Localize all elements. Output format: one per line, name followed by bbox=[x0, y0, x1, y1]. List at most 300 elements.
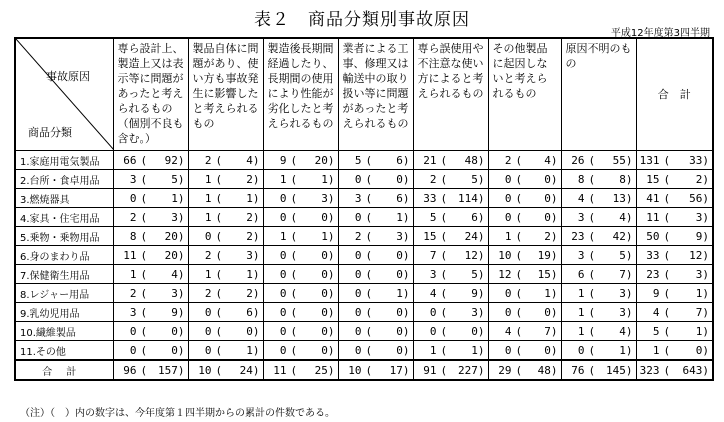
count-cell bbox=[488, 151, 561, 170]
close-paren: ) bbox=[477, 343, 485, 357]
cumulative-count: 5 bbox=[471, 267, 478, 281]
count-cell bbox=[561, 284, 636, 303]
cumulative-count: 0 bbox=[321, 248, 328, 262]
cumulative-count: 3 bbox=[171, 210, 178, 224]
count-cell bbox=[338, 189, 413, 208]
count-cell bbox=[113, 189, 188, 208]
quarter-count: 10 bbox=[498, 248, 512, 262]
quarter-count: 0 bbox=[354, 286, 362, 300]
quarter-count: 9 bbox=[652, 286, 660, 300]
quarter-count: 0 bbox=[504, 343, 512, 357]
quarter-count: 8 bbox=[129, 229, 137, 243]
count-cell bbox=[188, 284, 263, 303]
cumulative-count: 4 bbox=[171, 267, 178, 281]
cumulative-count: 157 bbox=[158, 363, 178, 377]
column-header: 専ら誤使用や不注意な使い方によると考えられるもの bbox=[413, 38, 488, 151]
close-paren: ) bbox=[252, 210, 260, 224]
open-paren: ( bbox=[290, 343, 298, 357]
open-paren: ( bbox=[215, 248, 223, 262]
open-paren: ( bbox=[140, 324, 148, 338]
close-paren: ) bbox=[550, 248, 558, 262]
quarter-count: 2 bbox=[354, 229, 362, 243]
open-paren: ( bbox=[588, 343, 596, 357]
count-cell bbox=[636, 170, 713, 189]
category-label: 合計 bbox=[15, 360, 113, 380]
cumulative-count: 2 bbox=[246, 229, 253, 243]
quarter-count: 2 bbox=[204, 153, 212, 167]
period-label: 平成12年度第3四半期 bbox=[610, 28, 710, 39]
quarter-count: 1 bbox=[204, 172, 212, 186]
open-paren: ( bbox=[140, 153, 148, 167]
open-paren: ( bbox=[588, 363, 596, 377]
open-paren: ( bbox=[515, 153, 523, 167]
quarter-count: 6 bbox=[577, 267, 585, 281]
open-paren: ( bbox=[215, 153, 223, 167]
open-paren: ( bbox=[663, 305, 671, 319]
open-paren: ( bbox=[663, 324, 671, 338]
quarter-count: 4 bbox=[429, 286, 437, 300]
count-cell bbox=[113, 246, 188, 265]
close-paren: ) bbox=[252, 248, 260, 262]
cumulative-count: 55 bbox=[612, 153, 626, 167]
count-cell bbox=[263, 265, 338, 284]
open-paren: ( bbox=[663, 229, 671, 243]
cumulative-count: 33 bbox=[689, 153, 703, 167]
quarter-count: 3 bbox=[429, 267, 437, 281]
close-paren: ) bbox=[550, 210, 558, 224]
count-cell bbox=[561, 151, 636, 170]
close-paren: ) bbox=[402, 363, 410, 377]
cumulative-count: 5 bbox=[619, 248, 626, 262]
close-paren: ) bbox=[402, 305, 410, 319]
open-paren: ( bbox=[215, 343, 223, 357]
quarter-count: 2 bbox=[204, 248, 212, 262]
quarter-count: 0 bbox=[279, 191, 287, 205]
quarter-count: 1 bbox=[204, 210, 212, 224]
close-paren: ) bbox=[177, 343, 185, 357]
close-paren: ) bbox=[252, 324, 260, 338]
count-cell bbox=[188, 265, 263, 284]
count-cell bbox=[338, 265, 413, 284]
close-paren: ) bbox=[477, 229, 485, 243]
count-cell bbox=[113, 322, 188, 341]
close-paren: ) bbox=[327, 229, 335, 243]
close-paren: ) bbox=[402, 267, 410, 281]
close-paren: ) bbox=[477, 248, 485, 262]
open-paren: ( bbox=[290, 153, 298, 167]
open-paren: ( bbox=[140, 229, 148, 243]
quarter-count: 1 bbox=[279, 172, 287, 186]
open-paren: ( bbox=[515, 267, 523, 281]
count-cell bbox=[561, 303, 636, 322]
open-paren: ( bbox=[365, 267, 373, 281]
cumulative-count: 0 bbox=[544, 210, 551, 224]
category-label: 4.家具・住宅用品 bbox=[15, 208, 113, 227]
count-cell bbox=[561, 246, 636, 265]
cumulative-count: 1 bbox=[171, 191, 178, 205]
close-paren: ) bbox=[702, 363, 709, 377]
open-paren: ( bbox=[290, 267, 298, 281]
close-paren: ) bbox=[252, 286, 260, 300]
cumulative-count: 3 bbox=[471, 305, 478, 319]
table-row bbox=[15, 246, 713, 265]
count-cell bbox=[488, 208, 561, 227]
open-paren: ( bbox=[588, 210, 596, 224]
cumulative-count: 1 bbox=[619, 343, 626, 357]
cumulative-count: 20 bbox=[164, 248, 178, 262]
open-paren: ( bbox=[440, 363, 448, 377]
cumulative-count: 5 bbox=[471, 172, 478, 186]
open-paren: ( bbox=[663, 267, 671, 281]
open-paren: ( bbox=[365, 248, 373, 262]
total-row bbox=[15, 360, 713, 380]
open-paren: ( bbox=[365, 363, 373, 377]
close-paren: ) bbox=[252, 267, 260, 281]
corner-cause-label: 事故原因 bbox=[46, 70, 90, 83]
quarter-count: 1 bbox=[577, 324, 585, 338]
close-paren: ) bbox=[327, 172, 335, 186]
open-paren: ( bbox=[215, 286, 223, 300]
quarter-count: 5 bbox=[354, 153, 362, 167]
cumulative-count: 5 bbox=[171, 172, 178, 186]
cumulative-count: 3 bbox=[321, 191, 328, 205]
cumulative-count: 25 bbox=[314, 363, 328, 377]
category-label: 10.繊維製品 bbox=[15, 322, 113, 341]
open-paren: ( bbox=[440, 248, 448, 262]
close-paren: ) bbox=[550, 153, 558, 167]
cumulative-count: 0 bbox=[246, 324, 253, 338]
cumulative-count: 0 bbox=[321, 286, 328, 300]
close-paren: ) bbox=[550, 172, 558, 186]
cumulative-count: 2 bbox=[544, 229, 551, 243]
open-paren: ( bbox=[140, 172, 148, 186]
cumulative-count: 3 bbox=[695, 267, 703, 281]
cumulative-count: 0 bbox=[544, 172, 551, 186]
cumulative-count: 114 bbox=[458, 191, 478, 205]
close-paren: ) bbox=[402, 210, 410, 224]
open-paren: ( bbox=[515, 172, 523, 186]
close-paren: ) bbox=[402, 191, 410, 205]
cumulative-count: 0 bbox=[396, 305, 403, 319]
cumulative-count: 19 bbox=[537, 248, 551, 262]
cumulative-count: 12 bbox=[689, 248, 703, 262]
quarter-count: 15 bbox=[423, 229, 437, 243]
cumulative-count: 3 bbox=[619, 305, 626, 319]
cumulative-count: 0 bbox=[396, 172, 403, 186]
count-cell bbox=[338, 246, 413, 265]
open-paren: ( bbox=[365, 343, 373, 357]
open-paren: ( bbox=[588, 324, 596, 338]
open-paren: ( bbox=[588, 305, 596, 319]
quarter-count: 1 bbox=[129, 267, 137, 281]
open-paren: ( bbox=[215, 172, 223, 186]
count-cell bbox=[636, 265, 713, 284]
open-paren: ( bbox=[365, 172, 373, 186]
cumulative-count: 1 bbox=[396, 286, 403, 300]
quarter-count: 0 bbox=[279, 305, 287, 319]
quarter-count: 0 bbox=[354, 210, 362, 224]
count-cell bbox=[488, 284, 561, 303]
cumulative-count: 0 bbox=[544, 191, 551, 205]
close-paren: ) bbox=[625, 191, 633, 205]
close-paren: ) bbox=[402, 324, 410, 338]
open-paren: ( bbox=[515, 324, 523, 338]
count-cell bbox=[413, 303, 488, 322]
count-cell bbox=[338, 151, 413, 170]
quarter-count: 1 bbox=[204, 191, 212, 205]
close-paren: ) bbox=[177, 191, 185, 205]
quarter-count: 4 bbox=[504, 324, 512, 338]
close-paren: ) bbox=[177, 363, 185, 377]
cumulative-count: 1 bbox=[321, 172, 328, 186]
close-paren: ) bbox=[625, 153, 633, 167]
close-paren: ) bbox=[477, 267, 485, 281]
open-paren: ( bbox=[663, 363, 671, 377]
close-paren: ) bbox=[327, 343, 335, 357]
count-cell bbox=[561, 208, 636, 227]
open-paren: ( bbox=[215, 305, 223, 319]
cumulative-count: 48 bbox=[464, 153, 478, 167]
open-paren: ( bbox=[588, 267, 596, 281]
column-header: その他製品に起因しないと考えられるもの bbox=[488, 38, 561, 151]
quarter-count: 1 bbox=[577, 305, 585, 319]
cumulative-count: 3 bbox=[246, 248, 253, 262]
open-paren: ( bbox=[290, 363, 298, 377]
cumulative-count: 145 bbox=[606, 363, 626, 377]
close-paren: ) bbox=[327, 248, 335, 262]
open-paren: ( bbox=[215, 210, 223, 224]
table-row bbox=[15, 341, 713, 361]
cumulative-count: 1 bbox=[321, 229, 328, 243]
close-paren: ) bbox=[702, 305, 709, 319]
quarter-count: 10 bbox=[348, 363, 362, 377]
open-paren: ( bbox=[588, 172, 596, 186]
column-header: 原因不明のもの bbox=[561, 38, 636, 151]
cumulative-count: 0 bbox=[171, 343, 178, 357]
cumulative-count: 7 bbox=[544, 324, 551, 338]
cumulative-count: 24 bbox=[464, 229, 478, 243]
open-paren: ( bbox=[215, 363, 223, 377]
quarter-count: 2 bbox=[429, 172, 437, 186]
quarter-count: 12 bbox=[498, 267, 512, 281]
cumulative-count: 6 bbox=[246, 305, 253, 319]
count-cell bbox=[263, 322, 338, 341]
count-cell bbox=[636, 151, 713, 170]
cumulative-count: 2 bbox=[246, 172, 253, 186]
open-paren: ( bbox=[440, 343, 448, 357]
count-cell bbox=[488, 170, 561, 189]
count-cell bbox=[188, 246, 263, 265]
close-paren: ) bbox=[177, 153, 185, 167]
close-paren: ) bbox=[625, 343, 633, 357]
quarter-count: 3 bbox=[129, 305, 137, 319]
count-cell bbox=[636, 341, 713, 361]
cumulative-count: 1 bbox=[544, 286, 551, 300]
close-paren: ) bbox=[327, 153, 335, 167]
cumulative-count: 20 bbox=[164, 229, 178, 243]
quarter-count: 10 bbox=[198, 363, 212, 377]
corner-header bbox=[15, 38, 113, 151]
cumulative-count: 9 bbox=[171, 305, 178, 319]
cumulative-count: 227 bbox=[458, 363, 478, 377]
close-paren: ) bbox=[402, 286, 410, 300]
open-paren: ( bbox=[588, 191, 596, 205]
quarter-count: 11 bbox=[646, 210, 660, 224]
close-paren: ) bbox=[550, 324, 558, 338]
close-paren: ) bbox=[327, 191, 335, 205]
cumulative-count: 4 bbox=[619, 210, 626, 224]
close-paren: ) bbox=[177, 210, 185, 224]
cumulative-count: 3 bbox=[695, 210, 703, 224]
count-cell bbox=[263, 341, 338, 361]
cumulative-count: 3 bbox=[396, 229, 403, 243]
close-paren: ) bbox=[177, 324, 185, 338]
count-cell bbox=[113, 208, 188, 227]
cumulative-count: 24 bbox=[239, 363, 253, 377]
quarter-count: 33 bbox=[646, 248, 660, 262]
count-cell bbox=[263, 246, 338, 265]
quarter-count: 0 bbox=[129, 343, 137, 357]
open-paren: ( bbox=[515, 343, 523, 357]
footnote: （注）（ ）内の数字は、今年度第１四半期からの累計の件数である。 bbox=[20, 408, 335, 419]
cumulative-count: 6 bbox=[471, 210, 478, 224]
quarter-count: 8 bbox=[577, 172, 585, 186]
close-paren: ) bbox=[252, 153, 260, 167]
count-cell bbox=[263, 360, 338, 380]
open-paren: ( bbox=[290, 172, 298, 186]
quarter-count: 0 bbox=[279, 324, 287, 338]
close-paren: ) bbox=[252, 229, 260, 243]
open-paren: ( bbox=[215, 267, 223, 281]
close-paren: ) bbox=[550, 286, 558, 300]
category-label: 5.乗物・乗物用品 bbox=[15, 227, 113, 246]
close-paren: ) bbox=[477, 191, 485, 205]
count-cell bbox=[413, 341, 488, 361]
quarter-count: 50 bbox=[646, 229, 660, 243]
close-paren: ) bbox=[477, 363, 485, 377]
quarter-count: 0 bbox=[279, 210, 287, 224]
category-label: 7.保健衛生用品 bbox=[15, 265, 113, 284]
cumulative-count: 7 bbox=[619, 267, 626, 281]
quarter-count: 3 bbox=[577, 210, 585, 224]
open-paren: ( bbox=[140, 210, 148, 224]
quarter-count: 0 bbox=[504, 305, 512, 319]
quarter-count: 0 bbox=[504, 286, 512, 300]
open-paren: ( bbox=[140, 191, 148, 205]
quarter-count: 0 bbox=[504, 191, 512, 205]
close-paren: ) bbox=[625, 324, 633, 338]
count-cell bbox=[188, 189, 263, 208]
quarter-count: 3 bbox=[577, 248, 585, 262]
count-cell bbox=[636, 189, 713, 208]
count-cell bbox=[338, 227, 413, 246]
open-paren: ( bbox=[515, 210, 523, 224]
quarter-count: 0 bbox=[204, 324, 212, 338]
open-paren: ( bbox=[663, 210, 671, 224]
table-row bbox=[15, 265, 713, 284]
close-paren: ) bbox=[177, 172, 185, 186]
cumulative-count: 643 bbox=[682, 363, 703, 377]
open-paren: ( bbox=[215, 324, 223, 338]
quarter-count: 1 bbox=[279, 229, 287, 243]
cumulative-count: 20 bbox=[314, 153, 328, 167]
close-paren: ) bbox=[702, 267, 709, 281]
quarter-count: 76 bbox=[571, 363, 585, 377]
cumulative-count: 0 bbox=[471, 324, 478, 338]
count-cell bbox=[113, 360, 188, 380]
close-paren: ) bbox=[252, 172, 260, 186]
count-cell bbox=[561, 360, 636, 380]
close-paren: ) bbox=[252, 305, 260, 319]
count-cell bbox=[636, 284, 713, 303]
open-paren: ( bbox=[215, 229, 223, 243]
count-cell bbox=[263, 170, 338, 189]
cumulative-count: 0 bbox=[321, 305, 328, 319]
category-label: 8.レジャー用品 bbox=[15, 284, 113, 303]
close-paren: ) bbox=[702, 172, 709, 186]
cumulative-count: 1 bbox=[246, 191, 253, 205]
category-label: 3.燃焼器具 bbox=[15, 189, 113, 208]
close-paren: ) bbox=[625, 305, 633, 319]
close-paren: ) bbox=[177, 229, 185, 243]
cumulative-count: 0 bbox=[171, 324, 178, 338]
open-paren: ( bbox=[140, 286, 148, 300]
count-cell bbox=[188, 227, 263, 246]
quarter-count: 23 bbox=[571, 229, 585, 243]
close-paren: ) bbox=[402, 343, 410, 357]
count-cell bbox=[413, 170, 488, 189]
table-row bbox=[15, 208, 713, 227]
close-paren: ) bbox=[702, 153, 709, 167]
quarter-count: 0 bbox=[429, 324, 437, 338]
count-cell bbox=[413, 360, 488, 380]
open-paren: ( bbox=[290, 229, 298, 243]
count-cell bbox=[561, 170, 636, 189]
close-paren: ) bbox=[177, 267, 185, 281]
close-paren: ) bbox=[625, 363, 633, 377]
close-paren: ) bbox=[252, 363, 260, 377]
quarter-count: 3 bbox=[129, 172, 137, 186]
count-cell bbox=[338, 284, 413, 303]
close-paren: ) bbox=[702, 210, 709, 224]
quarter-count: 0 bbox=[204, 229, 212, 243]
count-cell bbox=[188, 322, 263, 341]
table-row bbox=[15, 284, 713, 303]
cumulative-count: 1 bbox=[246, 267, 253, 281]
cumulative-count: 6 bbox=[396, 153, 403, 167]
count-cell bbox=[188, 208, 263, 227]
category-label: 1.家庭用電気製品 bbox=[15, 151, 113, 170]
quarter-count: 0 bbox=[429, 305, 437, 319]
cumulative-count: 1 bbox=[695, 324, 703, 338]
cumulative-count: 8 bbox=[619, 172, 626, 186]
cumulative-count: 92 bbox=[164, 153, 178, 167]
open-paren: ( bbox=[588, 286, 596, 300]
quarter-count: 0 bbox=[129, 324, 137, 338]
quarter-count: 5 bbox=[429, 210, 437, 224]
open-paren: ( bbox=[515, 305, 523, 319]
count-cell bbox=[561, 341, 636, 361]
count-cell bbox=[636, 322, 713, 341]
close-paren: ) bbox=[625, 210, 633, 224]
close-paren: ) bbox=[702, 286, 709, 300]
close-paren: ) bbox=[477, 305, 485, 319]
cumulative-count: 56 bbox=[689, 191, 703, 205]
close-paren: ) bbox=[550, 229, 558, 243]
cumulative-count: 0 bbox=[396, 324, 403, 338]
open-paren: ( bbox=[440, 172, 448, 186]
category-label: 11.その他 bbox=[15, 341, 113, 361]
